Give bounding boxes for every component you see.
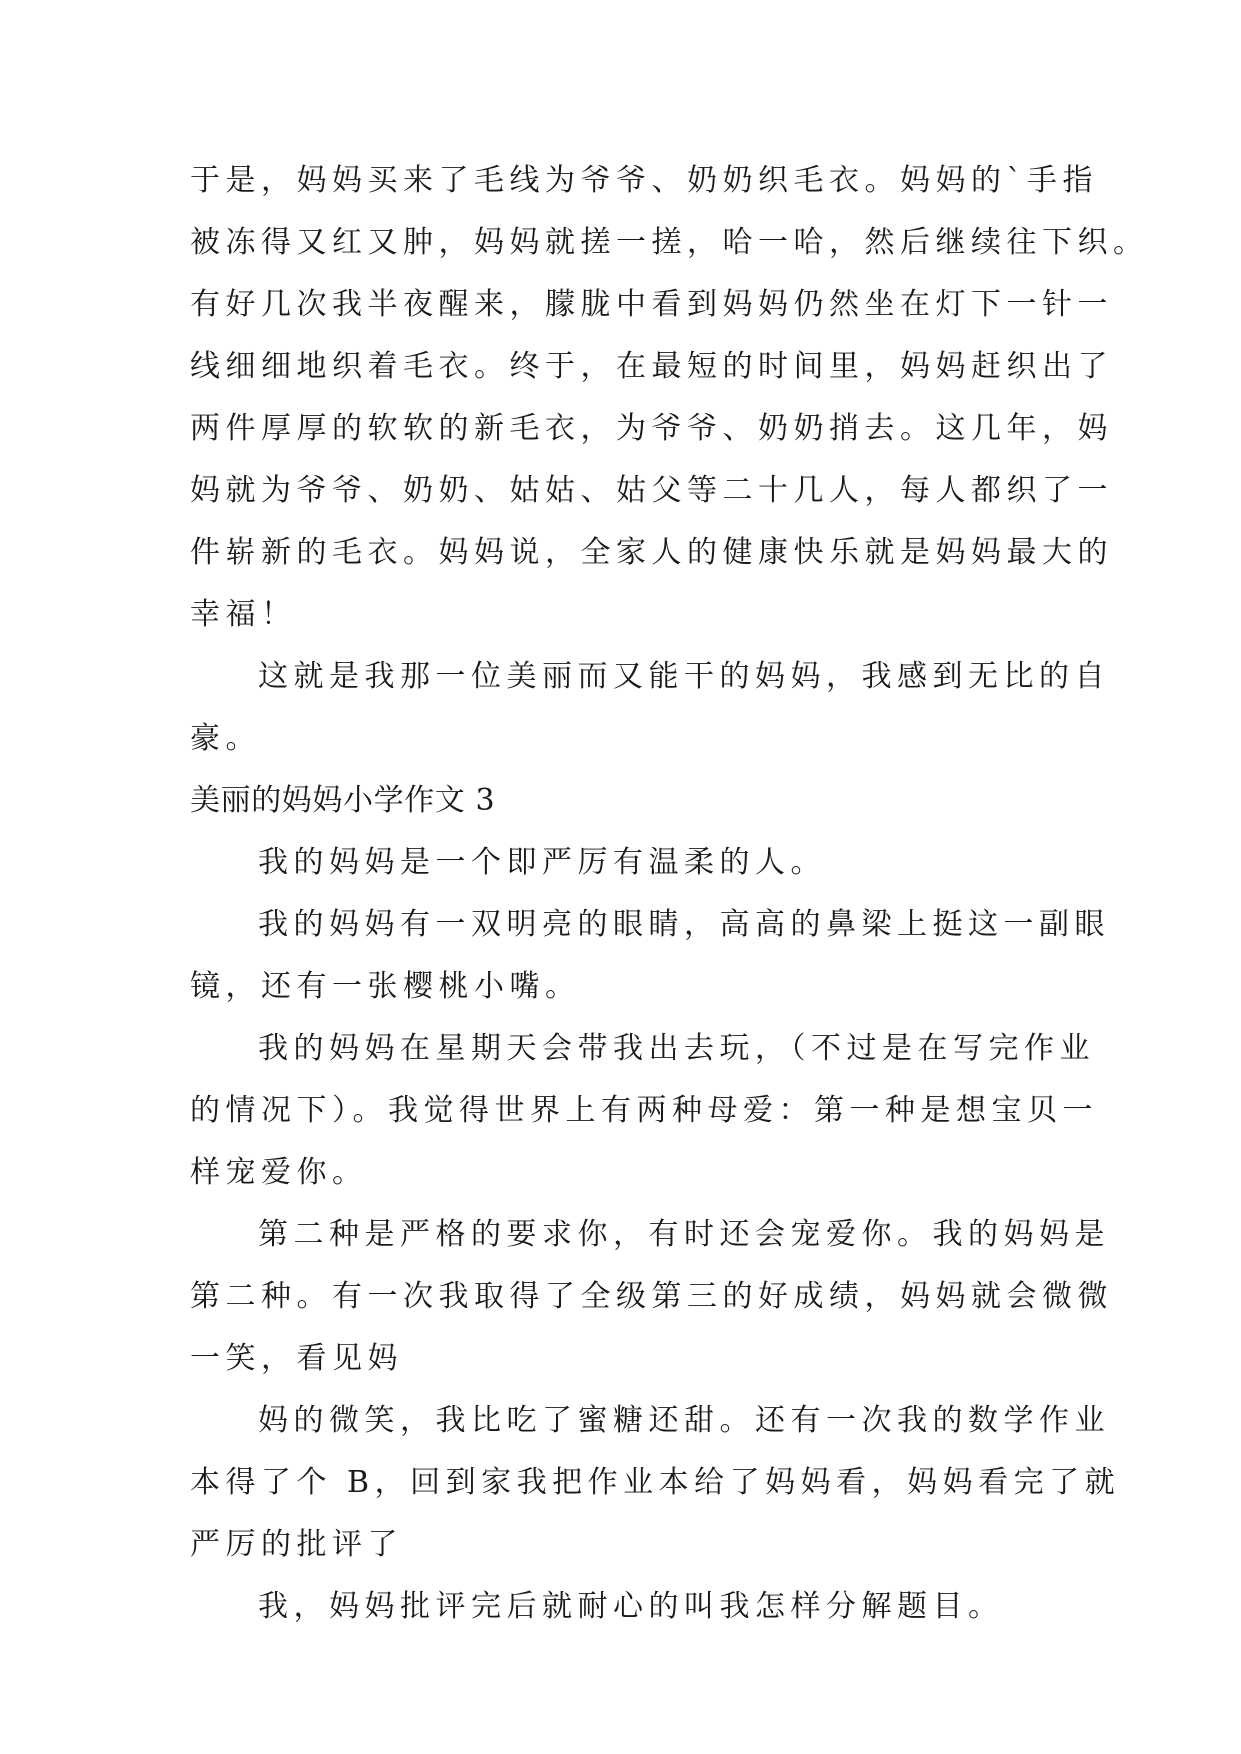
text-line: 镜，还有一张樱桃小嘴。 xyxy=(190,969,581,1004)
text-line: 有好几次我半夜醒来，朦胧中看到妈妈仍然坐在灯下一针一 xyxy=(190,287,1113,322)
text-line: 严厉的批评了 xyxy=(190,1527,403,1562)
text-line: 我，妈妈批评完后就耐心的叫我怎样分解题目。 xyxy=(258,1589,1004,1624)
text-line: 我的妈妈有一双明亮的眼睛，高高的鼻梁上挺这一副眼 xyxy=(258,907,1110,942)
section-heading: 美丽的妈妈小学作文 3 xyxy=(190,783,496,818)
text-line: 幸福！ xyxy=(190,597,297,632)
text-line: 妈的微笑，我比吃了蜜糖还甜。还有一次我的数学作业 xyxy=(258,1403,1110,1438)
text-line: 第二种是严格的要求你，有时还会宠爱你。我的妈妈是 xyxy=(258,1217,1110,1252)
text-line: 两件厚厚的软软的新毛衣，为爷爷、奶奶捎去。这几年，妈 xyxy=(190,411,1113,446)
text-line: 妈就为爷爷、奶奶、姑姑、姑父等二十几人，每人都织了一 xyxy=(190,473,1113,508)
text-line: 于是，妈妈买来了毛线为爷爷、奶奶织毛衣。妈妈的`手指 xyxy=(190,163,1098,198)
text-line: 本得了个 B，回到家我把作业本给了妈妈看，妈妈看完了就 xyxy=(190,1465,1121,1500)
text-line: 我的妈妈在星期天会带我出去玩，（不过是在写完作业 xyxy=(258,1031,1095,1066)
text-line: 被冻得又红又肿，妈妈就搓一搓，哈一哈，然后继续往下织。 xyxy=(190,225,1149,260)
text-line: 件崭新的毛衣。妈妈说，全家人的健康快乐就是妈妈最大的 xyxy=(190,535,1113,570)
text-line: 一笑，看见妈 xyxy=(190,1341,403,1376)
document-text xyxy=(190,150,1149,1638)
text-line: 第二种。有一次我取得了全级第三的好成绩，妈妈就会微微 xyxy=(190,1279,1113,1314)
text-line: 这就是我那一位美丽而又能干的妈妈，我感到无比的自 xyxy=(258,659,1110,694)
text-line: 我的妈妈是一个即严厉有温柔的人。 xyxy=(258,845,826,880)
text-line: 线细细地织着毛衣。终于，在最短的时间里，妈妈赶织出了 xyxy=(190,349,1113,384)
text-line: 豪。 xyxy=(190,721,261,756)
text-line: 的情况下）。我觉得世界上有两种母爱：第一种是想宝贝一 xyxy=(190,1093,1098,1128)
text-line: 样宠爱你。 xyxy=(190,1155,368,1190)
